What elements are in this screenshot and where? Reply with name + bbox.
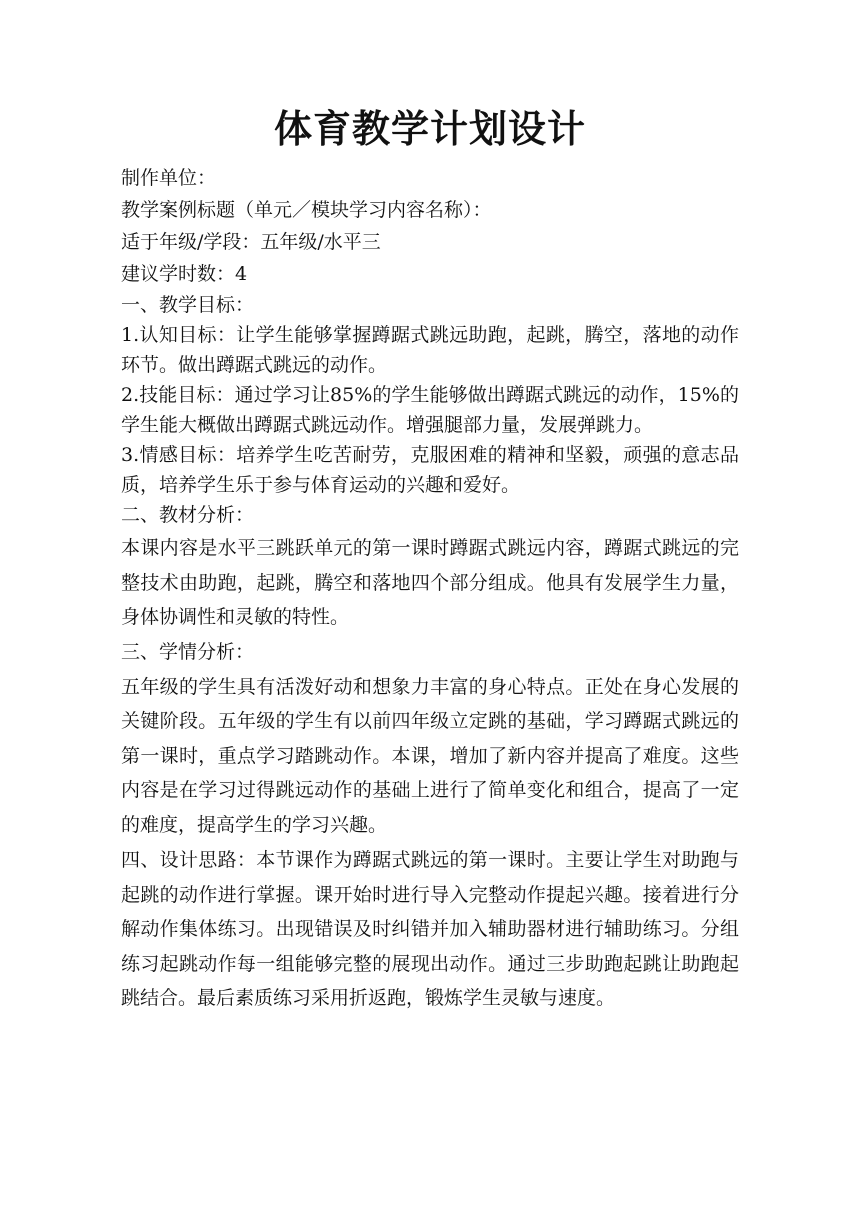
objectives-heading: 一、教学目标： xyxy=(121,294,255,316)
page-title: 体育教学计划设计 xyxy=(273,106,586,151)
material-paragraph: 本课内容是水平三跳跃单元的第一课时蹲踞式跳远内容，蹲踞式跳远的完整技术由助跑，起跳，腾空和落地四个部分组成。他具有发展学生力量，身体协调性和灵敏的特性。 xyxy=(121,537,739,628)
students-paragraph: 五年级的学生具有活泼好动和想象力丰富的身心特点。正处在身心发展的关键阶段。五年级的学生有以前四年级立定跳的基础，学习蹲踞式跳远的第一课时，重点学习踏跳动作。本课，增加了新内容并提高了难度。这些内容是在学习过得跳远动作的基础上进行了简单变化和组合，提高了一定的难度，提高学生的学习兴趣。 xyxy=(121,675,739,836)
grade-line: 适于年级/学段：五年级/水平三 xyxy=(121,231,381,253)
case-title-line: 教学案例标题（单元／模块学习内容名称）： xyxy=(121,199,492,221)
document-body xyxy=(121,162,739,1016)
production-unit-line: 制作单位： xyxy=(121,167,217,189)
objective-affective: 3.情感目标：培养学生吃苦耐劳，克服困难的精神和坚毅，顽强的意志品质，培养学生乐于参与体育运动的兴趣和爱好。 xyxy=(121,444,739,496)
hours-line: 建议学时数：4 xyxy=(121,263,248,285)
design-paragraph: 四、设计思路：本节课作为蹲踞式跳远的第一课时。主要让学生对助跑与起跳的动作进行掌握。课开始时进行导入完整动作提起兴趣。接着进行分解动作集体练习。出现错误及时纠错并加入辅助器材进行辅助练习。分组练习起跳动作每一组能够完整的展现出动作。通过三步助跑起跳让助跑起跳结合。最后素质练习采用折返跑，锻炼学生灵敏与速度。 xyxy=(121,849,739,1009)
material-heading: 二、教材分析： xyxy=(121,504,255,526)
objective-cognitive: 1.认知目标：让学生能够掌握蹲踞式跳远助跑，起跳，腾空，落地的动作环节。做出蹲踞式跳远的动作。 xyxy=(121,324,739,376)
objective-skill: 2.技能目标：通过学习让85%的学生能够做出蹲踞式跳远的动作，15%的学生能大概做出蹲踞式跳远动作。增强腿部力量，发展弹跳力。 xyxy=(121,384,739,436)
students-heading: 三、学情分析： xyxy=(121,640,255,663)
